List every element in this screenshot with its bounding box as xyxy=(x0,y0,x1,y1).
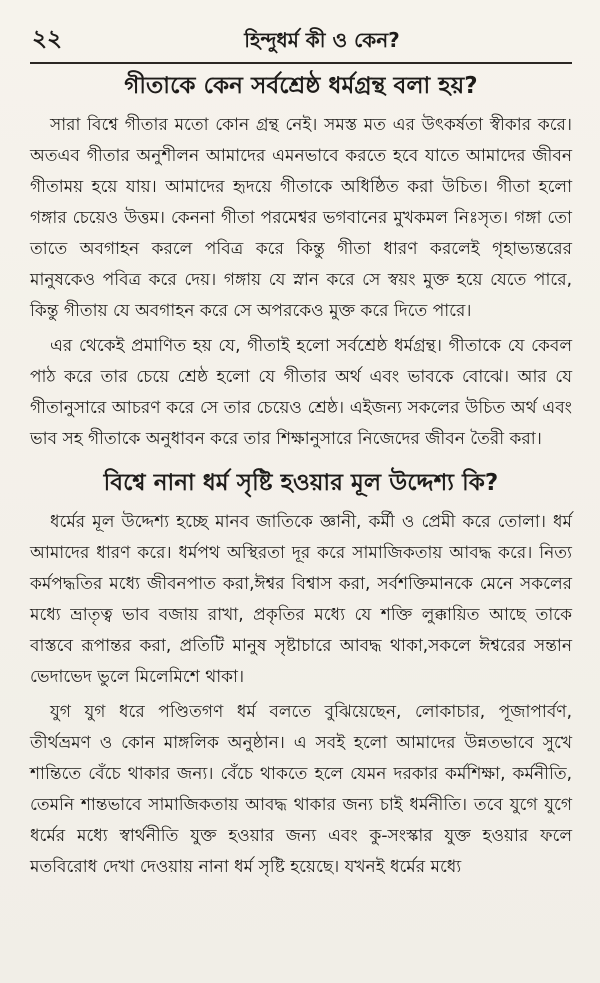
paragraph: এর থেকেই প্রমাণিত হয় যে, গীতাই হলো সর্বশ্রেষ্ঠ ধর্মগ্রন্থ। গীতাকে যে কেবল পাঠ করে তার চেয়ে শ্রেষ্ঠ হলো যে গীতার অর্থ এবং ভাবকে বোঝে। আর যে গীতানুসারে আচরণ করে সে তার চেয়েও শ্রেষ্ঠ। এইজন্য সকলের উচিত অর্থ এবং ভাব সহ গীতাকে অনুধাবন করে তার শিক্ষানুসারে নিজেদের জীবন তৈরী করা। xyxy=(30,335,572,449)
section-heading-gita: গীতাকে কেন সর্বশ্রেষ্ঠ ধর্মগ্রন্থ বলা হয়? xyxy=(124,73,478,99)
running-title: হিন্দুধর্ম কী ও কেন? xyxy=(244,28,400,52)
paragraph: যুগ যুগ ধরে পণ্ডিতগণ ধর্ম বলতে বুঝিয়েছেন, লোকাচার, পূজাপার্বণ, তীর্থভ্রমণ ও কোন মাঙ্গলিক অনুষ্ঠান। এ সবই হলো আমাদের উন্নতভাবে সুখে শান্তিতে বেঁচে থাকার জন্য। বেঁচে থাকতে হলে যেমন দরকার কর্মশিক্ষা, কর্মনীতি, তেমনি শান্তভাবে সামাজিকতায় আবদ্ধ থাকার জন্য চাই ধর্মনীতি। তবে যুগে যুগে ধর্মের মধ্যে স্বার্থনীতি যুক্ত হওয়ার জন্য এবং কু-সংস্কার যুক্ত হওয়ার ফলে মতবিরোধ দেখা দেওয়ায় নানা ধর্ম সৃষ্টি হয়েছে। যখনই ধর্মের মধ্যে xyxy=(30,701,572,877)
section-gita xyxy=(30,72,572,455)
running-header xyxy=(30,22,572,56)
section-religions xyxy=(30,469,572,883)
header-rule xyxy=(30,62,572,64)
paragraph: ধর্মের মূল উদ্দেশ্য হচ্ছে মানব জাতিকে জ্ঞানী, কর্মী ও প্রেমী করে তোলা। ধর্ম আমাদের ধারণ করে। ধর্মপথ অস্থিরতা দূর করে সামাজিকতায় আবদ্ধ করে। নিত্য কর্মপদ্ধতির মধ্যে জীবনপাত করা,ঈশ্বর বিশ্বাস করা, সর্বশক্তিমানকে মেনে সকলের মধ্যে ভ্রাতৃত্ব ভাব বজায় রাখা, প্রকৃতির মধ্যে যে শক্তি লুক্কায়িত আছে তাকে বাস্তবে রূপান্তর করা, প্রতিটি মানুষ সৃষ্টাচারে আবদ্ধ থাকা,সকলে ঈশ্বরের সন্তান ভেদাভেদ ভুলে মিলেমিশে থাকা। xyxy=(30,511,572,687)
section-heading-religions: বিশ্বে নানা ধর্ম সৃষ্টি হওয়ার মূল উদ্দেশ্য কি? xyxy=(103,469,499,496)
page-number: ২২ xyxy=(32,26,62,52)
page-content xyxy=(30,72,572,883)
paragraph: সারা বিশ্বে গীতার মতো কোন গ্রন্থ নেই। সমস্ত মত এর উৎকর্ষতা স্বীকার করে। অতএব গীতার অনুশীলন আমাদের এমনভাবে করতে হবে যাতে আমাদের জীবন গীতাময় হয়ে যায়। আমাদের হৃদয়ে গীতাকে অধিষ্ঠিত করা উচিত। গীতা হলো গঙ্গার চেয়েও উত্তম। কেননা গীতা পরমেশ্বর ভগবানের মুখকমল নিঃসৃত। গঙ্গা তো তাতে অবগাহন করলে পবিত্র করে কিন্তু গীতা ধারণ করলেই গৃহাভ্যন্তরের মানুষকেও পবিত্র করে দেয়। গঙ্গায় যে স্নান করে সে স্বয়ং মুক্ত হয়ে যেতে পারে, কিন্তু গীতায় যে অবগাহন করে সে অপরকেও মুক্ত করে দিতে পারে। xyxy=(30,114,572,321)
